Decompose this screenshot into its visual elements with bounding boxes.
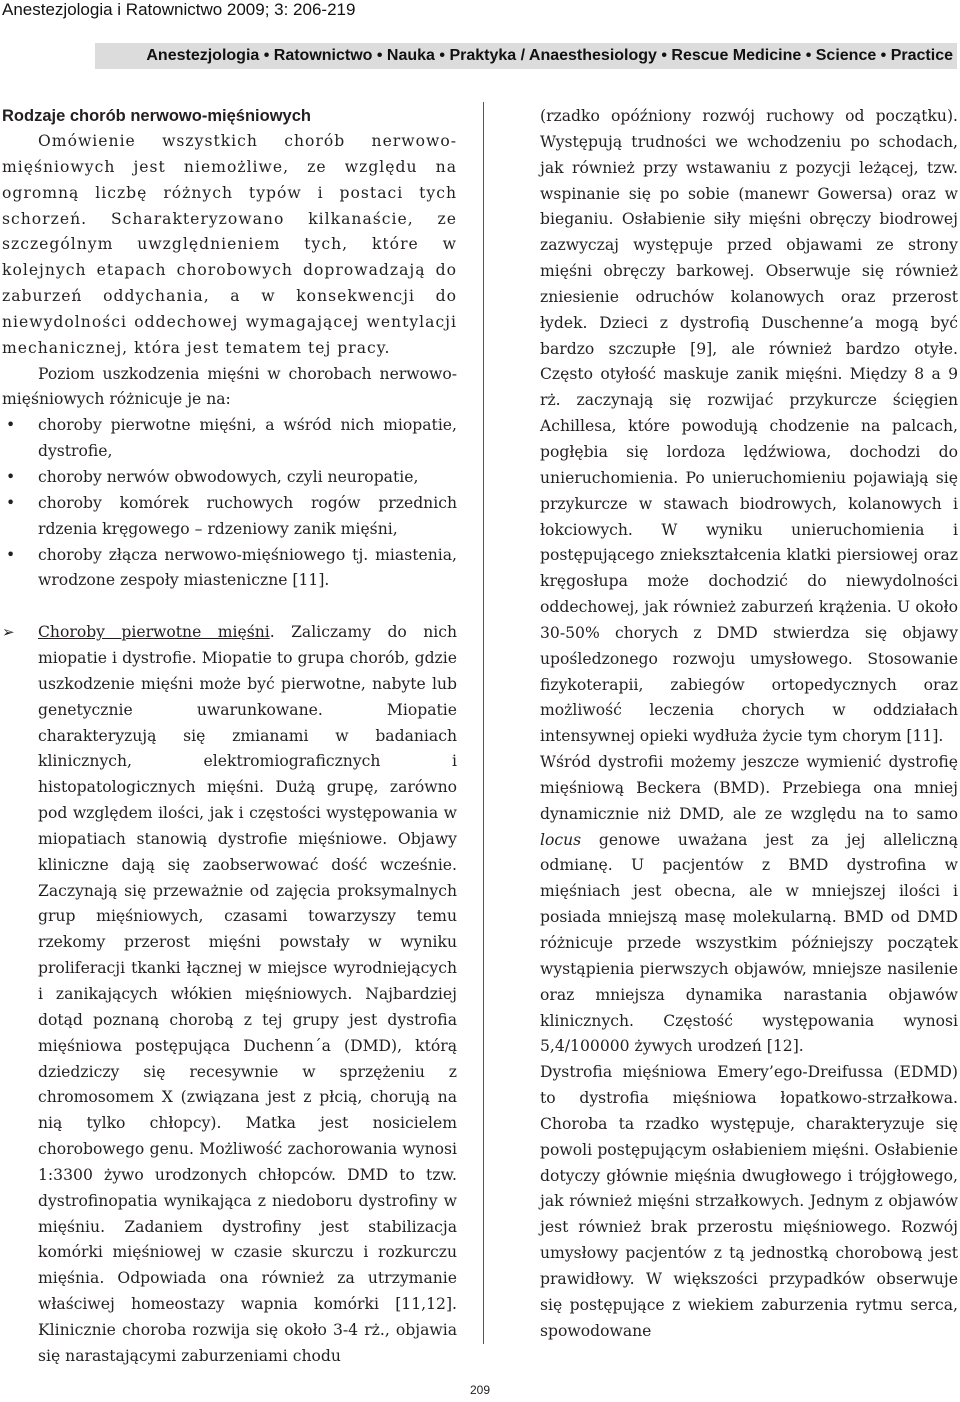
list-item (2, 413, 457, 465)
subsection-text (38, 620, 457, 1369)
list-item-text: choroby komórek ruchowych rogów przednich rdzenia kręgowego – rdzeniowy zanik mięśni, (38, 493, 457, 538)
section-heading: Rodzaje chorób nerwowo-mięśniowych (2, 107, 311, 125)
column-divider (483, 102, 484, 1344)
list-item (2, 465, 457, 491)
page-number: 209 (469, 1383, 491, 1397)
arrowhead-bullet-icon: ➢ (2, 623, 15, 642)
list-item-text: choroby nerwów obwodowych, czyli neuropatie, (38, 467, 419, 486)
paragraph-dmd-continued: (rzadko opóźniony rozwój ruchowy od początku). Występują trudności we wchodzeniu po schodach, jak również przy wstawaniu z pozycji leżącej, tzw. wspinanie się po sobie (manewr Gowersa) oraz w bieganiu. Osłabienie siły mięśni obręczy biodrowej zazwyczaj występuje przed objawami ze strony mięśni obręczy barkowej. Obserwuje się również zniesienie odruchów kolanowych oraz przerost łydek. Dzieci z dystrofią Duschenne’a mogą być bardzo szczupłe [9], ale również bardzo otyłe. Często otyłość maskuje zanik mięśni. Między 8 a 9 rż. zaczynają się rozwijać przykurcze ścięgien Achillesa, które powodują chodzenie na palcach, pogłębia się lordoza lędźwiowa, dochodzi do unieruchomienia. Po unieruchomieniu pojawiają się przykurcze w stawach biodrowych, kolanowych i łokciowych. W wyniku unieruchomienia i postępującego zniekształcenia klatki piersiowej oraz kręgosłupa może dochodzić do niewydolności oddechowej, jak również zaburzeń krążenia. U około 30-50% chorych z DMD stwierdza się objawy upośledzonego rozwoju umysłowego. Stosowanie fizykoterapii, zabiegów ortopedycznych oraz możliwość leczenia chorych w oddziałach intensywnej opieki wydłuża życie tym chorym [11]. (540, 107, 958, 746)
paragraph-emery-dreifuss: Dystrofia mięśniowa Emery’ego-Dreifussa (EDMD) to dystrofia mięśniowa łopatkowo-strzałkowa. Choroba ta rzadko występuje, charakteryzuje się powoli postępującym osłabieniem mięśni. Osłabienie dotyczy głównie mięśnia dwugłowego i trójgłowego, jak również mięśni strzałkowych. Jednym z objawów jest również brak przerostu mięśniowego. Rozwój umysłowy pacjentów z tą jednostką chorobową jest prawidłowy. W większości przypadków obserwuje się postępujące z wiekiem zaburzenia rytmu serca, spowodowane (540, 1063, 958, 1340)
subsection-title: Choroby pierwotne mięśni (38, 623, 270, 642)
list-item (2, 491, 457, 543)
bullet-icon: • (6, 493, 16, 512)
bullet-icon: • (6, 545, 16, 564)
journal-banner: Anestezjologia • Ratownictwo • Nauka • Praktyka / Anaesthesiology • Rescue Medicine • Science • Practice (95, 43, 957, 69)
paragraph-becker (540, 750, 958, 1060)
paragraph-damage-level: Poziom uszkodzenia mięśni w chorobach nerwowo-mięśniowych różnicuje je na: (2, 364, 457, 409)
list-item-text: choroby pierwotne mięśni, a wśród nich miopatie, dystrofie, (38, 416, 457, 461)
right-column (540, 104, 958, 1345)
subsection-primary-muscle-diseases (2, 620, 457, 1369)
bullet-icon: • (6, 467, 16, 486)
left-column (2, 104, 457, 1370)
disease-type-list (2, 413, 457, 594)
paragraph-intro: Omówienie wszystkich chorób nerwowo-mięśniowych jest niemożliwe, ze względu na ogromną liczbę różnych typów i postaci tych schorzeń. Scharakteryzowano kilkanaście, ze szczególnym uwzględnieniem tych, które w kolejnych etapach chorobowych doprowadzają do zaburzeń oddychania, a w konsekwencji do niewydolności oddechowej wymagającej wentylacji mechanicznej, która jest tematem tej pracy. (2, 132, 457, 357)
journal-reference: Anestezjologia i Ratownictwo 2009; 3: 206-219 (2, 0, 356, 19)
becker-text-b: genowe uważana jest za jej alleliczną odmianę. U pacjentów z BMD dystrofina w mięśniach jest obecna, ale w mniejszej ilości i posiada mniejszą masę molekularną. BMD od DMD różnicuje przede wszystkim późniejszy początek wystąpienia pierwszych objawów, mniejsze nasilenie oraz mniejsza dynamika narastania objawów klinicznych. Częstość występowania wynosi 5,4/100000 żywych urodzeń [12]. (540, 830, 958, 1056)
subsection-body: . Zaliczamy do nich miopatie i dystrofie. Miopatie to grupa chorób, gdzie uszkodzenie mięśni może być pierwotne, nabyte lub genetycznie uwarunkowane. Miopatie charakteryzują się zmianami w badaniach klinicznych, elektromiograficznych i histopatologicznych mięśni. Dużą grupę, zarówno pod względem ilości, jak i częstości występowania w miopatiach stanowią dystrofie mięśniowe. Objawy kliniczne dają się zaobserwować dość wcześnie. Zaczynają się przeważnie od zajęcia proksymalnych grup mięśniowych, czasami towarzyszy temu rzekomy przerost mięśni powstały w wyniku proliferacji tkanki łącznej w miejsce wyrodniejących i zanikających włókien mięśniowych. Najbardziej dotąd poznaną chorobą z tej grupy jest dystrofia mięśniowa postępująca Duchenn´a (DMD), którą dziedziczy się recesywnie w sprzężeniu z chromosomem X (związana jest z płcią, chorują na nią tylko chłopcy). Matka jest nosicielem chorobowego genu. Możliwość zachorowania wynosi 1:3300 żywo urodzonych chłopców. DMD to tzw. dystrofinopatia wynikająca z niedoboru dystrofiny w mięśniu. Zadaniem dystrofiny jest stabilizacja komórki mięśniowej w czasie skurczu i rozkurczu mięśnia. Odpowiada ona również za utrzymanie właściwej homeostazy wapnia komórki [11,12]. Klinicznie choroba rozwija się około 3-4 rż., objawia się narastającymi zaburzeniami chodu (38, 623, 458, 1365)
bullet-icon: • (6, 416, 16, 435)
becker-italic-term: locus (540, 830, 582, 849)
list-item-text: choroby złącza nerwowo-mięśniowego tj. miastenia, wrodzone zespoły miasteniczne [11]. (38, 545, 457, 590)
becker-text-a: Wśród dystrofii możemy jeszcze wymienić dystrofię mięśniową Beckera (BMD). Przebiega ona mniej dynamicznie niż DMD, ale ze względu na to samo (540, 753, 958, 823)
list-item (2, 543, 457, 595)
